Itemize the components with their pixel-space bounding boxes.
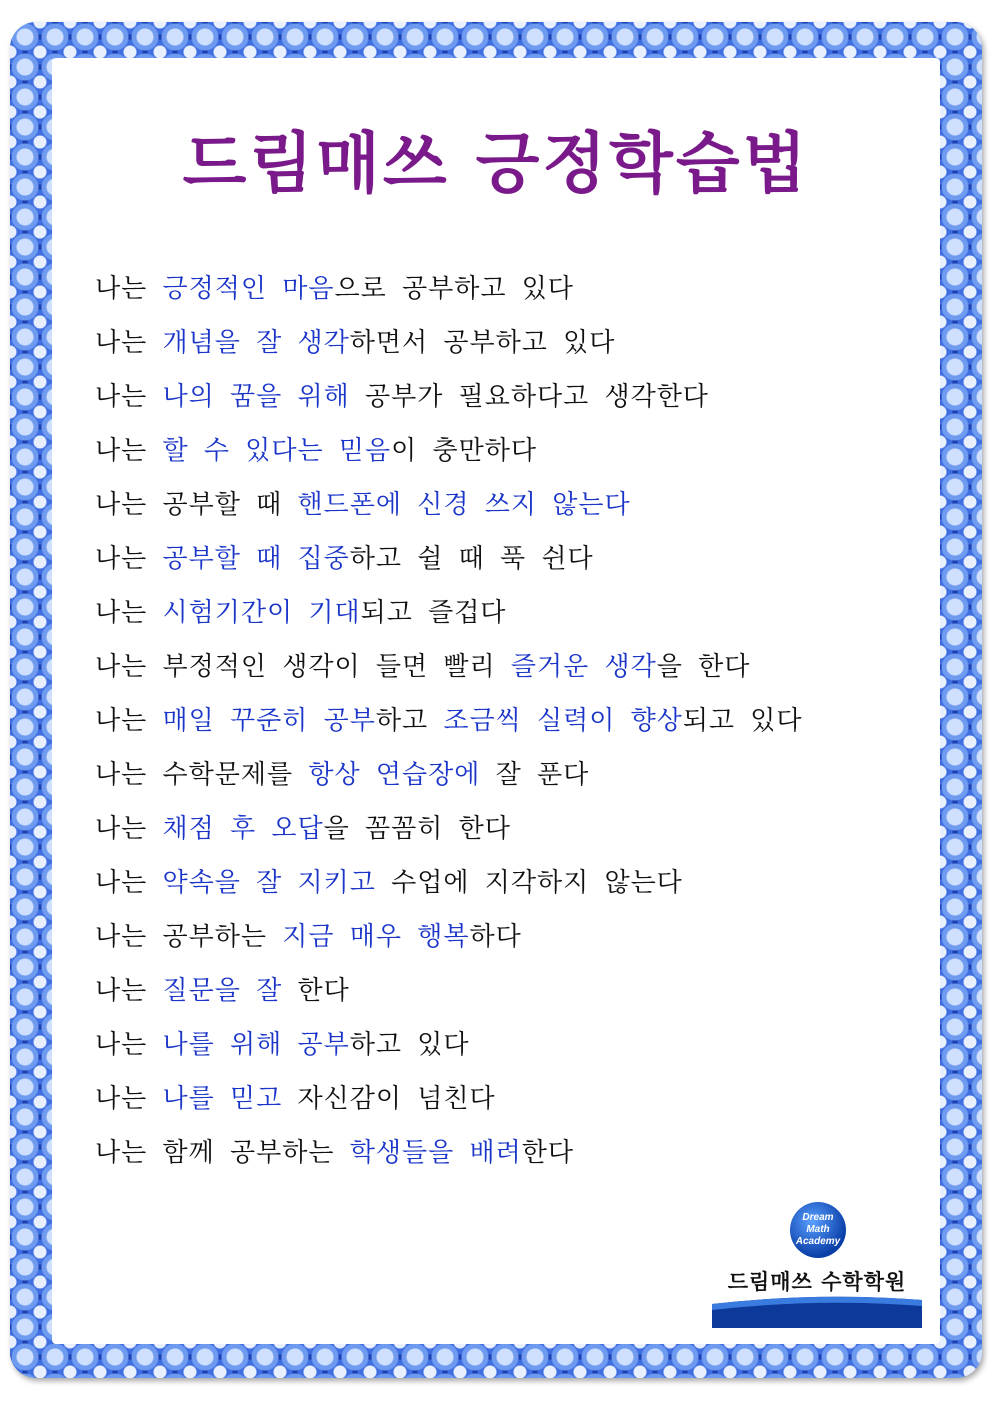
plain-phrase: 나는	[95, 598, 163, 628]
highlighted-phrase: 할 수 있다는 믿음	[162, 436, 392, 466]
affirmation-line	[95, 484, 915, 538]
highlighted-phrase: 공부할 때 집중	[162, 544, 350, 574]
plain-phrase: 이 충만하다	[391, 436, 537, 466]
affirmation-line	[95, 592, 915, 646]
plain-phrase: 공부가 필요하다고 생각한다	[349, 382, 709, 412]
plain-phrase: 나는 함께 공부하는	[95, 1138, 350, 1168]
plain-phrase: 나는	[95, 544, 163, 574]
plain-phrase: 나는	[95, 706, 163, 736]
plain-phrase: 나는 공부할 때	[95, 490, 298, 520]
academy-name: 드림매쓰 수학학원	[727, 1270, 907, 1294]
affirmation-line	[95, 700, 915, 754]
highlighted-phrase: 나를 위해 공부	[162, 1030, 350, 1060]
highlighted-phrase: 질문을 잘	[162, 976, 283, 1006]
plain-phrase: 나는	[95, 1030, 163, 1060]
affirmation-line	[95, 1078, 915, 1132]
plain-phrase: 나는	[95, 1084, 163, 1114]
plain-phrase: 하고	[375, 706, 444, 736]
plain-phrase: 나는	[95, 976, 163, 1006]
plain-phrase: 나는	[95, 274, 163, 304]
plain-phrase: 되고 즐겁다	[360, 598, 507, 628]
plain-phrase: 한다	[521, 1138, 574, 1168]
logo-emblem	[790, 1202, 846, 1258]
affirmation-line	[95, 322, 915, 376]
plain-phrase: 나는 부정적인 생각이 들면 빨리	[95, 652, 511, 682]
highlighted-phrase: 학생들을 배려	[349, 1138, 522, 1168]
plain-phrase: 되고 있다	[682, 706, 803, 736]
affirmation-line	[95, 1024, 915, 1078]
plain-phrase: 잘 푼다	[480, 760, 590, 790]
plain-phrase: 수업에 지각하지 않는다	[375, 868, 683, 898]
affirmation-line	[95, 862, 915, 916]
highlighted-phrase: 즐거운 생각	[510, 652, 657, 682]
highlighted-phrase: 긍정적인 마음	[162, 274, 335, 304]
highlighted-phrase: 매일 꾸준히 공부	[162, 706, 376, 736]
plain-phrase: 나는	[95, 814, 163, 844]
plain-phrase: 자신감이 넘친다	[282, 1084, 496, 1114]
plain-phrase: 하다	[469, 922, 522, 952]
plain-phrase: 하고 쉴 때 푹 쉰다	[349, 544, 594, 574]
logo-emblem-line1: Dream	[802, 1212, 834, 1223]
highlighted-phrase: 개념을 잘 생각	[162, 328, 350, 358]
plain-phrase: 나는	[95, 868, 163, 898]
affirmation-line	[95, 754, 915, 808]
page-title: 드림매쓰 긍정학습법	[182, 125, 810, 202]
highlighted-phrase: 핸드폰에 신경 쓰지 않는다	[297, 490, 631, 520]
affirmation-line	[95, 430, 915, 484]
plain-phrase: 하면서 공부하고 있다	[349, 328, 616, 358]
highlighted-phrase: 채점 후 오답	[162, 814, 324, 844]
plain-phrase: 한다	[282, 976, 350, 1006]
affirmation-list	[95, 268, 915, 1186]
plain-phrase: 을 꼼꼼히 한다	[323, 814, 511, 844]
affirmation-line	[95, 808, 915, 862]
highlighted-phrase: 지금 매우 행복	[282, 922, 470, 952]
affirmation-line	[95, 1132, 915, 1186]
logo-emblem-line2: Math	[806, 1224, 830, 1235]
affirmation-line	[95, 916, 915, 970]
logo-emblem-line3: Academy	[795, 1236, 841, 1247]
plain-phrase: 나는	[95, 436, 163, 466]
highlighted-phrase: 나의 꿈을 위해	[162, 382, 350, 412]
affirmation-line	[95, 538, 915, 592]
affirmation-line	[95, 376, 915, 430]
highlighted-phrase: 약속을 잘 지키고	[162, 868, 376, 898]
academy-logo	[712, 1200, 922, 1330]
plain-phrase: 나는	[95, 382, 163, 412]
plain-phrase: 으로 공부하고 있다	[334, 274, 574, 304]
plain-phrase: 나는 수학문제를	[95, 760, 309, 790]
highlighted-phrase: 나를 믿고	[162, 1084, 283, 1114]
highlighted-phrase: 조금씩 실력이 향상	[443, 706, 683, 736]
plain-phrase: 을 한다	[656, 652, 751, 682]
plain-phrase: 나는	[95, 328, 163, 358]
highlighted-phrase: 항상 연습장에	[308, 760, 481, 790]
affirmation-line	[95, 646, 915, 700]
highlighted-phrase: 시험기간이 기대	[162, 598, 361, 628]
affirmation-line	[95, 268, 915, 322]
affirmation-line	[95, 970, 915, 1024]
plain-phrase: 하고 있다	[349, 1030, 470, 1060]
logo-swoosh	[712, 1294, 922, 1328]
plain-phrase: 나는 공부하는	[95, 922, 283, 952]
